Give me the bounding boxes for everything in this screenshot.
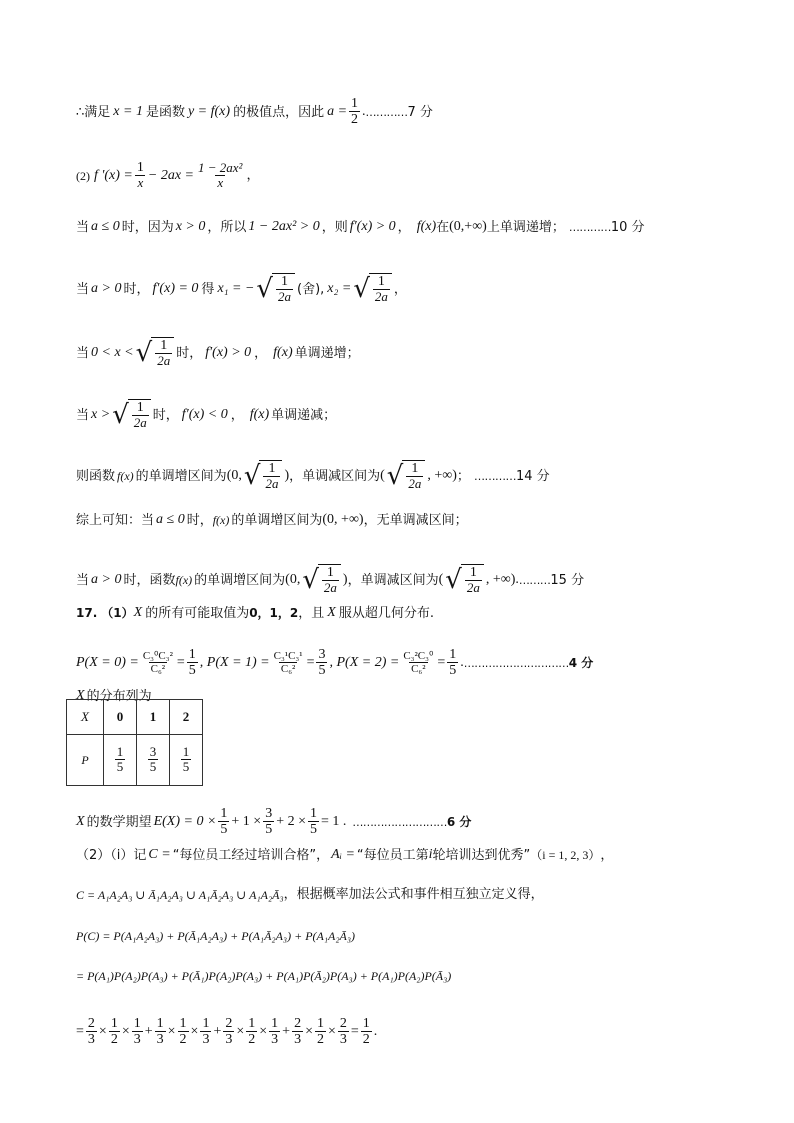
line-decreasing-interval: 当 x > √ $\frac{1}{2a}$ 时， f′(x) < 0 ， f(x) 单调递减；	[76, 400, 337, 431]
fraction-three-fifths: $\frac{3}{5}$	[318, 647, 326, 679]
table-row	[67, 735, 203, 786]
sqrt-one-over-2a: √ $\frac{1}{2a}$	[445, 564, 484, 596]
table-cell: $\frac{3}{5}$	[137, 735, 170, 786]
fraction-one-half: $\frac{1}{2}$	[362, 1016, 370, 1048]
line-q17-part1-intro: 17. （1） X 的所有可能取值为 0，1，2 ，且 X 服从超几何分布.	[76, 605, 434, 621]
line-probabilities: P(X = 0) = $\frac{\text{C₃⁰C₃²}}{\text{C₆²}}$ = $\frac{1}{5}$ , P(X = 1) = $\frac{\text{C₃¹C₃¹}}{\text{C₆²}}$ = $\frac{3}{5}$ , P(X = 2) = $\frac{\text{C₃²C₃⁰}}{\text{C₆²}}$ = $\frac{1}{5}$ . ………………………… 4 分	[76, 647, 594, 679]
line-events-definition: （2）（ⅰ）记 C = “每位员工经过培训合格”， Aᵢ = “每位员工第 i 轮培训达到优秀” （i = 1, 2, 3） ，	[76, 847, 614, 863]
line-probability-sum: P(C) = P(A₁A₂A₃) + P(Ā₁A₂A₃) + P(A₁Ā₂A₃) + P(A₁A₂Ā₃)	[76, 929, 356, 943]
line-probability-product: = P(A₁)P(A₂)P(A₃) + P(Ā₁)P(A₂)P(A₃) + P(A₁)P(Ā₂)P(A₃) + P(A₁)P(A₂)P(Ā₃)	[76, 969, 452, 983]
fraction-one-fifth: $\frac{1}{5}$	[449, 647, 457, 679]
line-summary-a-positive: 当 a > 0 时，函数 f(x) 的单调增区间为 (0, √ $\frac{1}{2a}$ ) ，单调减区间为 ( √ $\frac{1}{2a}$ , +∞) . ……… 15 分	[76, 565, 585, 596]
table-cell: X	[67, 700, 104, 735]
table-cell: 0	[104, 700, 137, 735]
fraction-one-half: $\frac{1}{2}$	[351, 96, 359, 128]
fraction-three-fifths: $\frac{3}{5}$	[265, 806, 273, 838]
line-monotonic-intervals: 则函数 f(x) 的单调增区间为 (0, √ $\frac{1}{2a}$ ) ，单调减区间为 ( √ $\frac{1}{2a}$ , +∞) ； ………… 14 分	[76, 461, 550, 492]
distribution-table	[66, 699, 203, 786]
sqrt-one-over-2a: √ $\frac{1}{2a}$	[244, 460, 283, 492]
line-probability-result: = $\frac{2}{3}$ × $\frac{1}{2}$ × $\frac{1}{3}$ + $\frac{1}{3}$ × $\frac{1}{2}$ × $\frac{1}{3}$ + $\frac{2}{3}$ × $\frac{1}{2}$ × $\frac{1}{3}$ + $\frac{2}{3}$ × $\frac{1}{2}$ × $\frac{2}{3}$ = $\frac{1}{2}$ .	[76, 1016, 378, 1048]
sqrt-one-over-2a: √ $\frac{1}{2a}$	[136, 337, 175, 369]
fraction-one-fifth: $\frac{1}{5}$	[188, 647, 196, 679]
fraction-combination: $\frac{\text{C₃²C₃⁰}}{\text{C₆²}}$	[403, 650, 434, 676]
line-extreme-point-conclusion: ∴满足 x = 1 是函数 y = f(x) 的极值点，因此 a = $\frac{1}{2}$ . ………… 7 分	[76, 96, 433, 128]
line-increasing-interval: 当 0 < x < √ $\frac{1}{2a}$ 时， f′(x) > 0 ， f(x) 单调递增；	[76, 338, 360, 369]
table-cell: P	[67, 735, 104, 786]
line-case-a-positive-roots: 当 a > 0 时， f′(x) = 0 得 x₁ = − √ $\frac{1}{2a}$ (舍), x₂ = √ $\frac{1}{2a}$ ，	[76, 274, 407, 305]
line-event-decomposition: C = A₁A₂A₃ ∪ Ā₁A₂A₃ ∪ A₁Ā₂A₃ ∪ A₁A₂Ā₃ ，根据概率加法公式和事件相互独立定义得，	[76, 887, 544, 902]
sqrt-one-over-2a: √ $\frac{1}{2a}$	[353, 273, 392, 305]
line-derivative: (2) f '(x) = $\frac{1}{x}$ − 2ax = $\frac{\text{1 − 2ax²}}{x}$ ，	[76, 159, 260, 191]
fraction-combination: $\frac{\text{C₃⁰C₃²}}{\text{C₆²}}$	[142, 650, 173, 676]
fraction-combination: $\frac{\text{C₃¹C₃¹}}{\text{C₆²}}$	[273, 650, 303, 676]
sqrt-one-over-2a: √ $\frac{1}{2a}$	[112, 399, 151, 431]
fraction-one-fifth: $\frac{1}{5}$	[310, 806, 317, 838]
table-cell: $\frac{1}{5}$	[170, 735, 203, 786]
line-summary-a-nonpositive: 综上可知：当 a ≤ 0 时， f(x) 的单调增区间为 (0, +∞) ，无单调减区间；	[76, 512, 468, 528]
fraction-one-fifth: $\frac{1}{5}$	[220, 806, 228, 838]
sqrt-one-over-2a: √ $\frac{1}{2a}$	[387, 460, 426, 492]
sqrt-one-over-2a: √ $\frac{1}{2a}$	[302, 564, 341, 596]
fraction-derivative: $\frac{\text{1 − 2ax²}}{x}$	[197, 159, 243, 190]
line-expectation: X 的数学期望 E(X) = 0 × $\frac{1}{5}$ + 1 × $\frac{3}{5}$ + 2 × $\frac{1}{5}$ = 1 . ……………………… 6 分	[76, 806, 472, 838]
fraction-one-over-x: $\frac{1}{x}$	[136, 160, 144, 191]
table-cell: 2	[170, 700, 203, 735]
line-distribution-caption: X 的分布列为	[76, 688, 152, 704]
sqrt-one-over-2a: √ $\frac{1}{2a}$	[256, 273, 295, 305]
table-cell: $\frac{1}{5}$	[104, 735, 137, 786]
table-header-row	[67, 700, 203, 735]
table-cell: 1	[137, 700, 170, 735]
line-case-a-nonpositive: 当 a ≤ 0 时，因为 x > 0 ，所以 1 − 2ax² > 0 ，则 f′(x) > 0 ， f(x) 在 (0,+∞) 上单调递增； ………… 10 分	[76, 219, 645, 235]
